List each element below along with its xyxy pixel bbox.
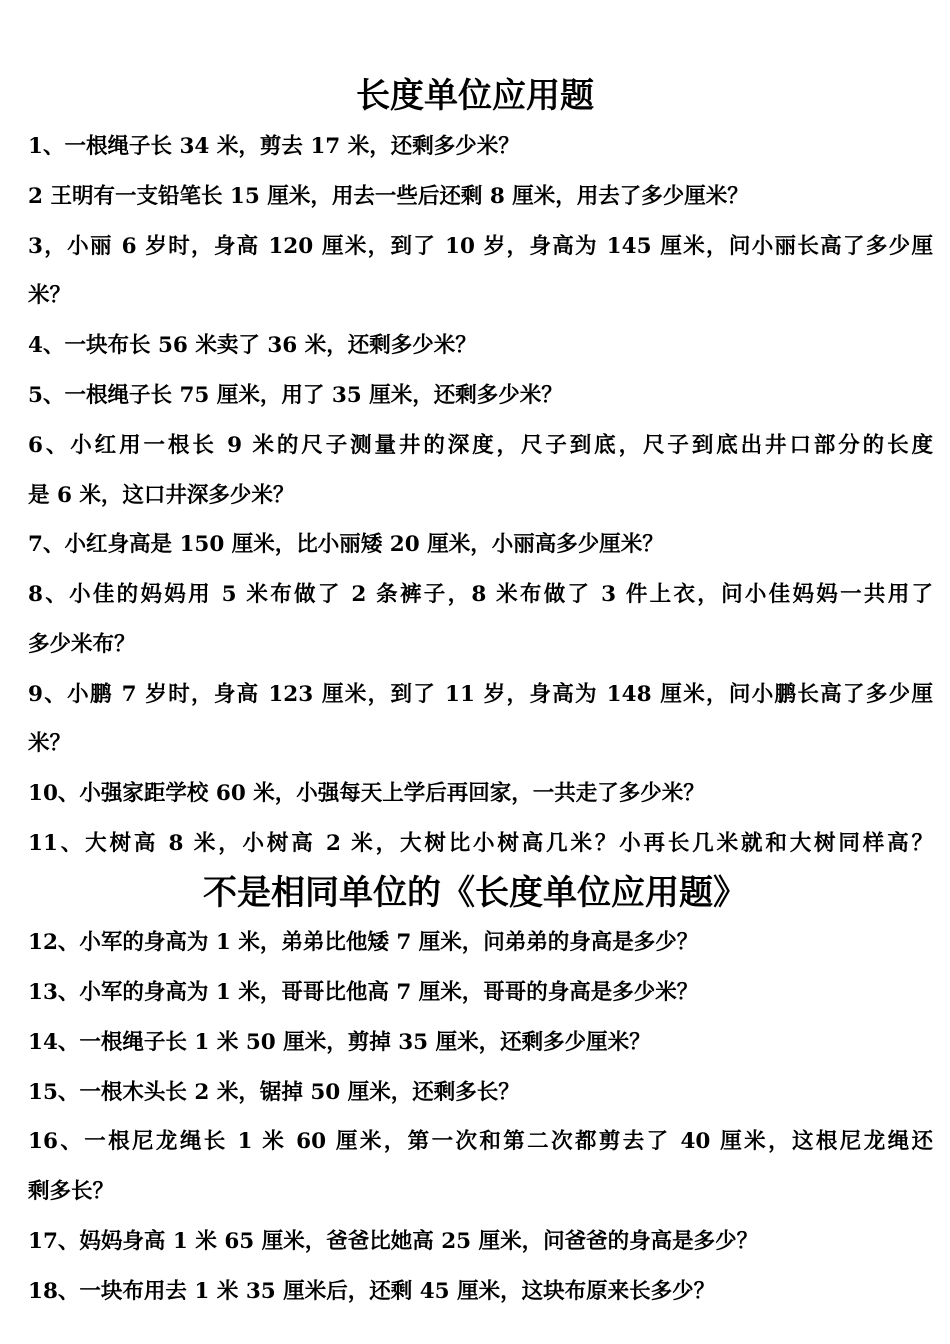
page-title: 长度单位应用题 <box>356 76 594 116</box>
problem-8-line-2: 多少米布？ <box>28 632 136 657</box>
problem-6-line-2: 是 6 米，这口井深多少米？ <box>28 483 295 508</box>
problem-13: 13、小军的身高为 1 米，哥哥比他高 7 厘米，哥哥的身高是多少米？ <box>28 980 699 1005</box>
problem-15: 15、一根木头长 2 米，锯掉 50 厘米，还剩多长？ <box>28 1080 520 1105</box>
problem-5: 5、一根绳子长 75 厘米，用了 35 厘米，还剩多少米？ <box>28 383 563 408</box>
section-title: 不是相同单位的《长度单位应用题》 <box>203 873 747 913</box>
problem-11: 11、大树高 8 米，小树高 2 米，大树比小树高几米？小再长几米就和大树同样高？ <box>28 831 933 856</box>
problem-3-line-2: 米？ <box>28 283 72 308</box>
problem-3-line-1: 3，小丽 6 岁时，身高 120 厘米，到了 10 岁，身高为 145 厘米，问小丽长高了多少厘 <box>28 234 933 259</box>
problem-7: 7、小红身高是 150 厘米，比小丽矮 20 厘米，小丽高多少厘米？ <box>28 532 664 557</box>
problem-17: 17、妈妈身高 1 米 65 厘米，爸爸比她高 25 厘米，问爸爸的身高是多少？ <box>28 1229 759 1254</box>
problem-18: 18、一块布用去 1 米 35 厘米后，还剩 45 厘米，这块布原来长多少？ <box>28 1279 716 1304</box>
problem-1: 1、一根绳子长 34 米，剪去 17 米，还剩多少米？ <box>28 134 520 159</box>
problem-12: 12、小军的身高为 1 米，弟弟比他矮 7 厘米，问弟弟的身高是多少？ <box>28 930 699 955</box>
problem-6-line-1: 6、小红用一根长 9 米的尺子测量井的深度，尺子到底，尺子到底出井口部分的长度 <box>28 433 933 458</box>
problem-8-line-1: 8、小佳的妈妈用 5 米布做了 2 条裤子，8 米布做了 3 件上衣，问小佳妈妈一共用了 <box>28 582 933 607</box>
problem-16-line-2: 剩多长？ <box>28 1179 115 1204</box>
problem-16-line-1: 16、一根尼龙绳长 1 米 60 厘米，第一次和第二次都剪去了 40 厘米，这根尼龙绳还 <box>28 1129 933 1154</box>
problem-9-line-1: 9、小鹏 7 岁时，身高 123 厘米，到了 11 岁，身高为 148 厘米，问小鹏长高了多少厘 <box>28 682 933 707</box>
problem-9-line-2: 米？ <box>28 731 72 756</box>
problem-2: 2 王明有一支铅笔长 15 厘米，用去一些后还剩 8 厘米，用去了多少厘米？ <box>28 184 749 209</box>
problem-4: 4、一块布长 56 米卖了 36 米，还剩多少米？ <box>28 333 477 358</box>
problem-10: 10、小强家距学校 60 米，小强每天上学后再回家，一共走了多少米？ <box>28 781 705 806</box>
problem-14: 14、一根绳子长 1 米 50 厘米，剪掉 35 厘米，还剩多少厘米？ <box>28 1030 651 1055</box>
